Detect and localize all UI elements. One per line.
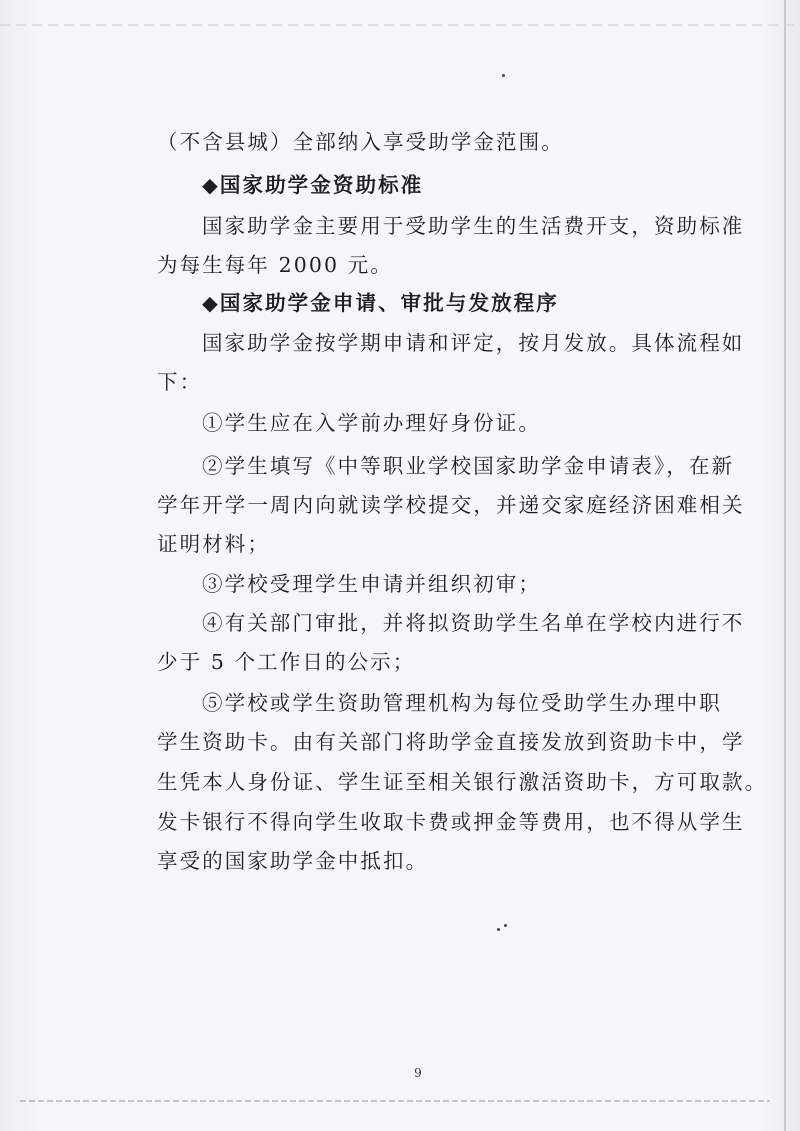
paragraph-line: 生凭本人身份证、学生证至相关银行激活资助卡，方可取款。 (157, 770, 768, 794)
list-item-step-3: ③学校受理学生申请并组织初审； (202, 572, 541, 596)
list-item-step-2: ②学生填写《中等职业学校国家助学金申请表》，在新 (202, 454, 735, 478)
paragraph-line: 发卡银行不得向学生收取卡费或押金等费用，也不得从学生 (157, 810, 745, 834)
section-heading-standard: ◆国家助学金资助标准 (202, 173, 424, 197)
scan-speck (497, 928, 500, 931)
list-item-step-4: ④有关部门审批，并将拟资助学生名单在学校内进行不 (202, 611, 745, 635)
scan-edge-right (784, 0, 786, 1131)
list-item-step-1: ①学生应在入学前办理好身份证。 (202, 411, 541, 435)
list-item-step-5: ⑤学校或学生资助管理机构为每位受助学生办理中职 (202, 691, 722, 715)
paragraph-line: 下： (157, 370, 203, 394)
paragraph-line: 少于 5 个工作日的公示； (157, 650, 416, 674)
section-heading-procedure: ◆国家助学金申请、审批与发放程序 (202, 291, 559, 315)
paragraph-line: 学年开学一周内向就读学校提交，并递交家庭经济困难相关 (157, 493, 745, 517)
paragraph-line: 证明材料； (157, 532, 270, 556)
scan-speck (504, 924, 507, 927)
paragraph-line: （不含县城）全部纳入享受助学金范围。 (157, 130, 564, 154)
paragraph-line: 享受的国家助学金中抵扣。 (157, 849, 429, 873)
scan-artifact-top (0, 24, 800, 26)
paragraph-line: 为每生每年 2000 元。 (157, 253, 394, 277)
scan-speck (502, 74, 505, 77)
page-number: 9 (414, 1066, 422, 1080)
paragraph-line: 国家助学金按学期申请和评定，按月发放。具体流程如 (202, 331, 745, 355)
scan-edge-bottom (20, 1100, 770, 1102)
paragraph-line: 学生资助卡。由有关部门将助学金直接发放到资助卡中，学 (157, 730, 745, 754)
paragraph-line: 国家助学金主要用于受助学生的生活费开支，资助标准 (202, 214, 745, 238)
